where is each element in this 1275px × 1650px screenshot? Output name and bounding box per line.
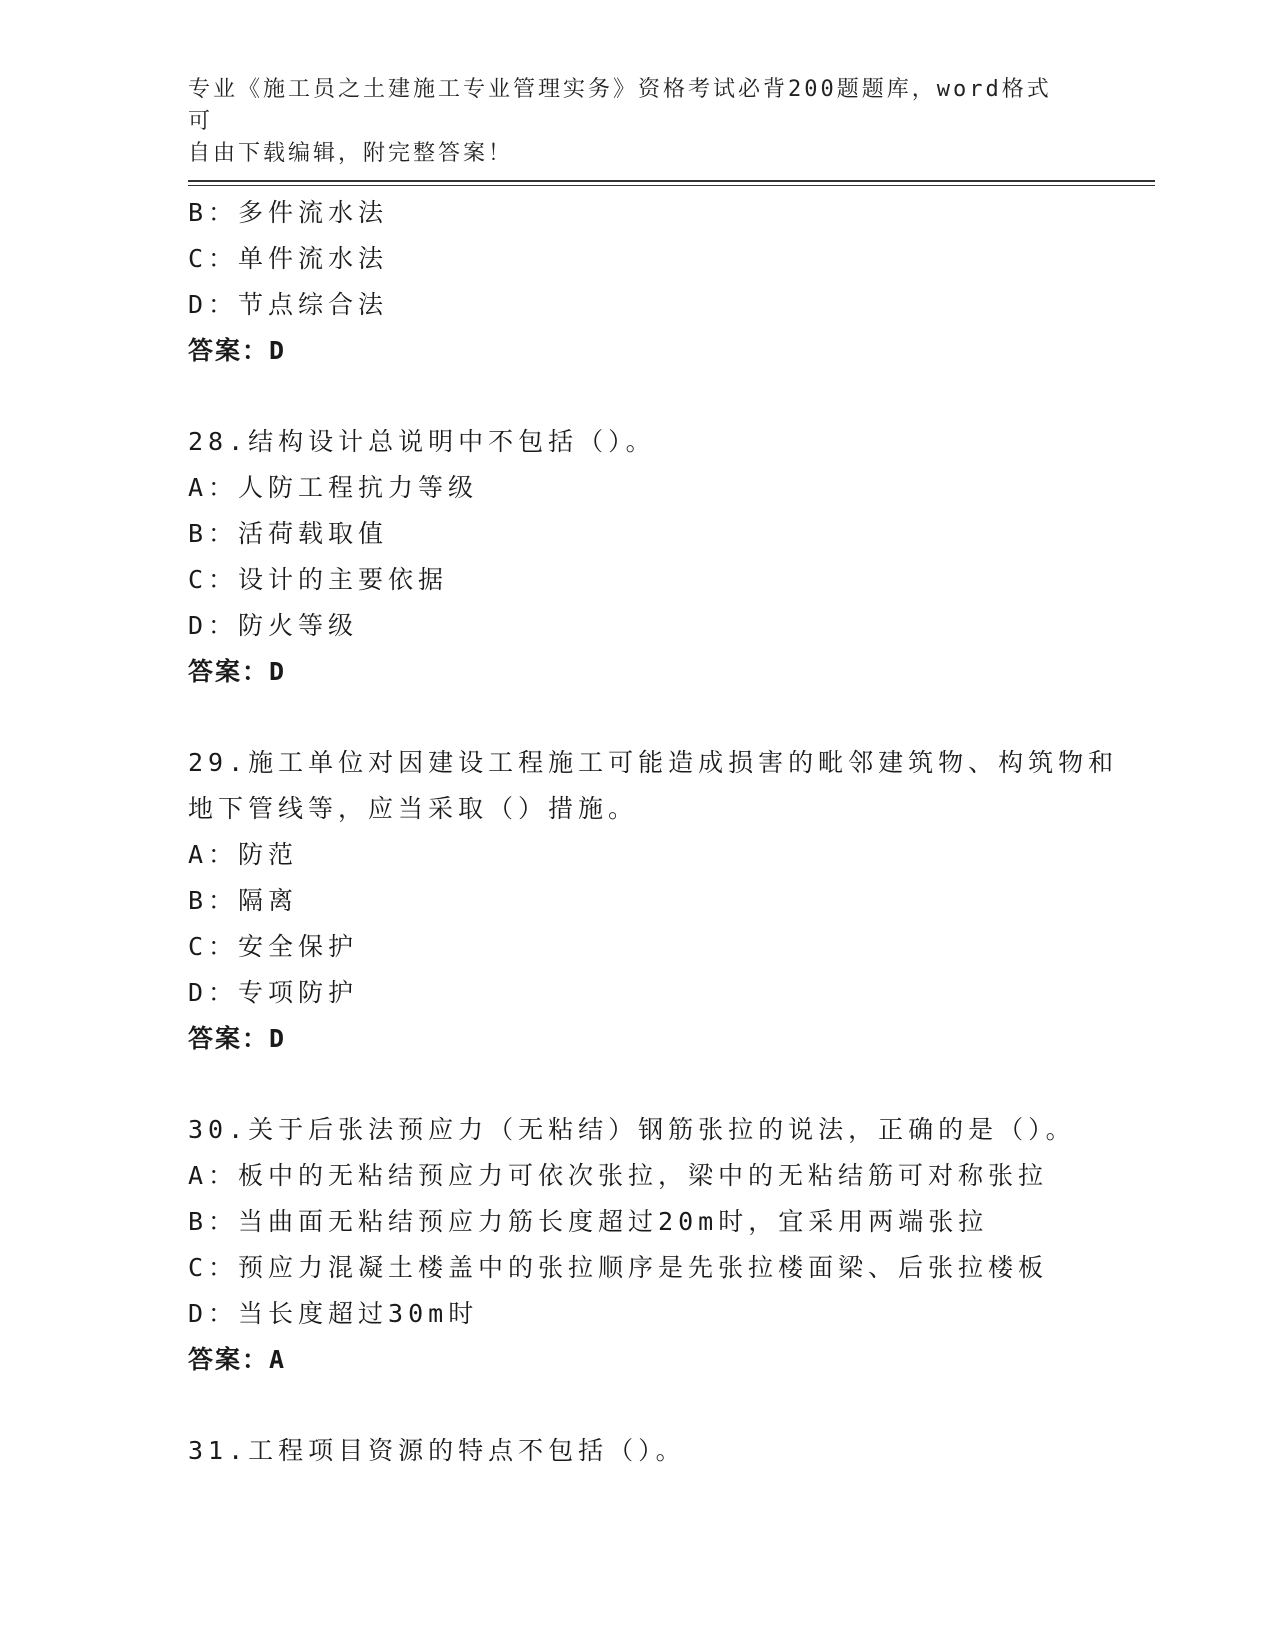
option: C：安全保护 xyxy=(188,932,359,961)
question-stem: 31.工程项目资源的特点不包括（）。 xyxy=(188,1436,686,1465)
option: A：人防工程抗力等级 xyxy=(188,473,479,502)
question-stem: 28.结构设计总说明中不包括（）。 xyxy=(188,427,656,456)
header-divider-thin xyxy=(188,185,1155,186)
option: B：活荷载取值 xyxy=(188,519,389,548)
option: B：当曲面无粘结预应力筋长度超过20m时，宜采用两端张拉 xyxy=(188,1207,989,1236)
question-29 xyxy=(188,740,1119,1062)
header-divider xyxy=(188,180,1155,182)
page-header xyxy=(188,74,1068,170)
question-30 xyxy=(188,1107,1088,1383)
option: C：单件流水法 xyxy=(188,244,389,273)
question-31 xyxy=(188,1428,1088,1474)
question-list xyxy=(188,190,1119,1474)
option: C：设计的主要依据 xyxy=(188,565,449,594)
question-stem: 29.施工单位对因建设工程施工可能造成损害的毗邻建筑物、构筑物和 xyxy=(188,748,1119,777)
option: A：板中的无粘结预应力可依次张拉，梁中的无粘结筋可对称张拉 xyxy=(188,1161,1049,1190)
option: D：当长度超过30m时 xyxy=(188,1299,479,1328)
option: D：防火等级 xyxy=(188,611,359,640)
answer: 答案：D xyxy=(188,657,287,686)
answer: 答案：D xyxy=(188,336,287,365)
answer: 答案：D xyxy=(188,1024,287,1053)
option: D：专项防护 xyxy=(188,978,359,1007)
option: C：预应力混凝土楼盖中的张拉顺序是先张拉楼面梁、后张拉楼板 xyxy=(188,1253,1049,1282)
question-28 xyxy=(188,419,1088,695)
question-stem: 30.关于后张法预应力（无粘结）钢筋张拉的说法，正确的是（）。 xyxy=(188,1115,1076,1144)
option: D：节点综合法 xyxy=(188,290,389,319)
option: B：多件流水法 xyxy=(188,198,389,227)
option: A：防范 xyxy=(188,840,299,869)
header-line-1: 专业《施工员之土建施工专业管理实务》资格考试必背200题题库，word格式可 xyxy=(188,77,1052,134)
answer: 答案：A xyxy=(188,1345,287,1374)
question-27-tail xyxy=(188,190,1088,374)
header-line-2: 自由下载编辑，附完整答案！ xyxy=(188,141,514,166)
option: B：隔离 xyxy=(188,886,299,915)
question-stem: 地下管线等，应当采取（）措施。 xyxy=(188,794,639,823)
